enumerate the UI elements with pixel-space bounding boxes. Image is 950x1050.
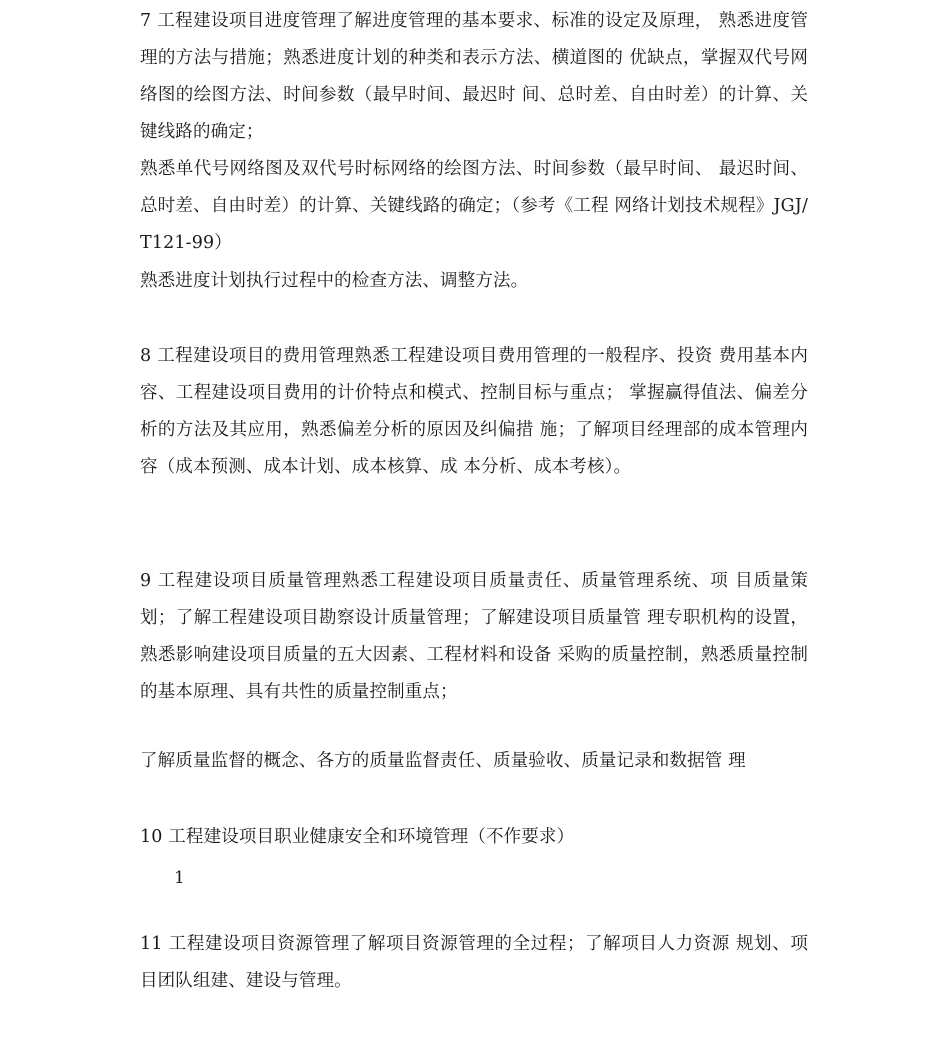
paragraph-section-10-safety-environment: 10 工程建设项目职业健康安全和环境管理（不作要求） [140,827,575,847]
paragraph-schedule-check: 熟悉进度计划执行过程中的检查方法、调整方法。 [140,271,529,291]
paragraph-section-7-schedule-management: 7 工程建设项目进度管理了解进度管理的基本要求、标准的设定及原理， 熟悉进度管理的方法与措施；熟悉进度计划的种类和表示方法、横道图的 优缺点，掌握双代号网络图的绘图方法、时间参数（最早时间、最迟时 间、总时差、自由时差）的计算、关键线路的确定； [140,11,808,142]
paragraph-section-8-cost-management: 8 工程建设项目的费用管理熟悉工程建设项目费用管理的一般程序、投资 费用基本内容、工程建设项目费用的计价特点和模式、控制目标与重点； 掌握赢得值法、偏差分析的方法及其应用，熟悉偏差分析的原因及纠偏措 施；了解项目经理部的成本管理内容（成本预测、成本计划、成本核算、成 本分析、成本考核）。 [140,346,808,477]
page-number: 1 [174,868,185,888]
paragraph-network-diagram: 熟悉单代号网络图及双代号时标网络的绘图方法、时间参数（最早时间、 最迟时间、总时差、自由时差）的计算、关键线路的确定；（参考《工程 网络计划技术规程》JGJ/T121-99） [140,159,808,253]
paragraph-quality-supervision: 了解质量监督的概念、各方的质量监督责任、质量验收、质量记录和数据管 理 [140,751,746,771]
paragraph-section-11-resource-management: 11 工程建设项目资源管理了解项目资源管理的全过程；了解项目人力资源 规划、项目团队组建、建设与管理。 [140,934,808,991]
paragraph-section-9-quality-management: 9 工程建设项目质量管理熟悉工程建设项目质量责任、质量管理系统、项 目质量策划；了解工程建设项目勘察设计质量管理；了解建设项目质量管 理专职机构的设置，熟悉影响建设项目质量的五大因素、工程材料和设备 采购的质量控制，熟悉质量控制的基本原理、具有共性的质量控制重点； [140,571,808,702]
